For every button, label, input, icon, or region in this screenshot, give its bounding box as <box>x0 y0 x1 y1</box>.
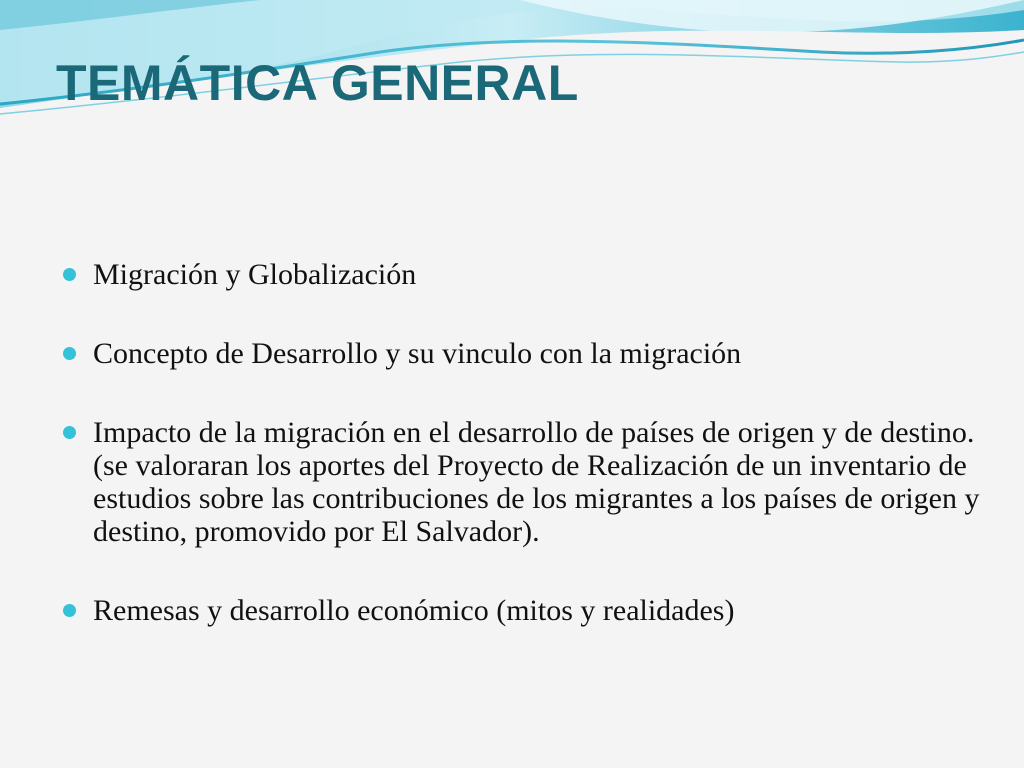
bullet-dot-icon <box>63 268 76 281</box>
bullet-item-migracion-globalizacion <box>62 258 982 291</box>
bullet-text: Remesas y desarrollo económico (mitos y realidades) <box>93 594 735 627</box>
slide-title: TEMÁTICA GENERAL <box>56 55 579 111</box>
bullet-text: Concepto de Desarrollo y su vinculo con la migración <box>93 337 742 370</box>
bullet-text: Migración y Globalización <box>93 258 417 291</box>
bullet-list <box>62 258 982 627</box>
bullet-item-concepto-desarrollo <box>62 337 982 370</box>
bullet-text: Impacto de la migración en el desarrollo de países de origen y de destino. (se valoraran los aportes del Proyecto de Realización de un inventario de estudios sobre las contribuciones de los migrantes a los países de origen y destino, promovido por El Salvador). <box>93 416 980 548</box>
bullet-item-remesas-desarrollo <box>62 594 982 627</box>
bullet-dot-icon <box>63 347 76 360</box>
bullet-dot-icon <box>63 426 76 439</box>
bullet-item-impacto-migracion <box>62 416 982 548</box>
bullet-dot-icon <box>63 604 76 617</box>
